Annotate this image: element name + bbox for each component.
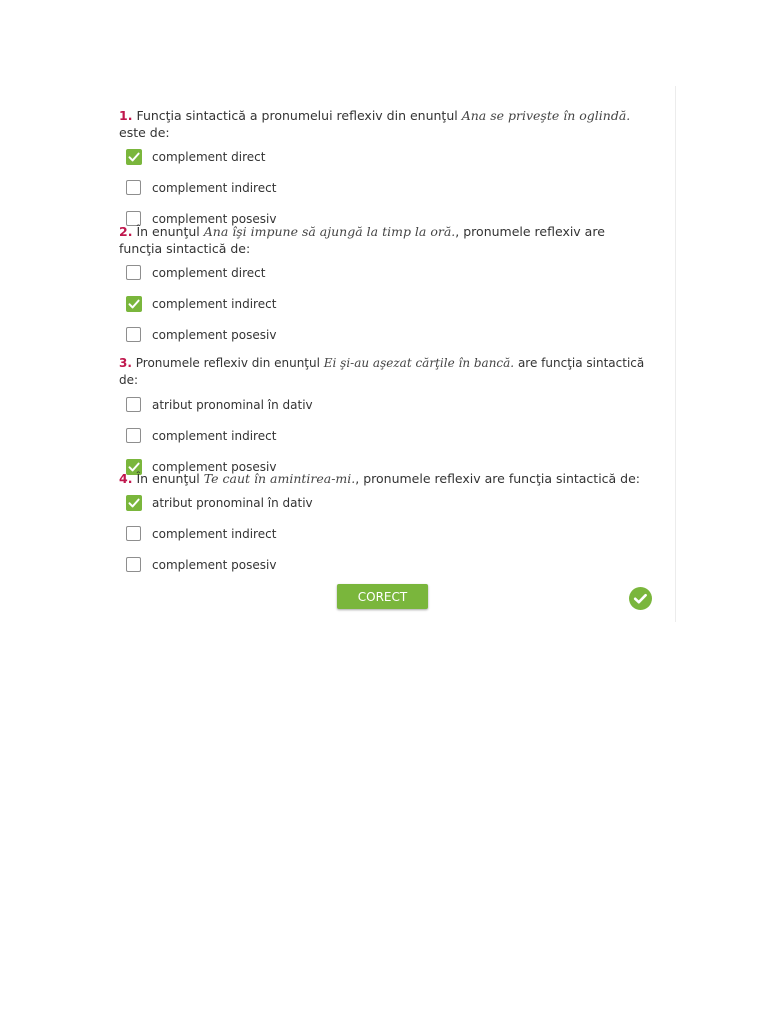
option-item[interactable] — [119, 172, 644, 203]
checkbox-icon[interactable] — [126, 327, 141, 342]
question-text-after: are funcţia sintactică de: — [119, 356, 645, 387]
question-text-before: Funcţia sintactică a pronumelui reflexiv din enunţul — [136, 108, 462, 123]
option-item[interactable] — [119, 487, 644, 518]
checkbox-icon[interactable] — [126, 397, 141, 412]
question-text — [119, 223, 619, 257]
option-label: atribut pronominal în dativ — [152, 495, 313, 510]
checkbox-icon[interactable] — [126, 526, 141, 541]
options-list — [119, 257, 619, 350]
option-label: complement posesiv — [152, 557, 277, 572]
question-number: 4. — [119, 471, 133, 486]
option-label: complement direct — [152, 265, 266, 280]
option-item[interactable] — [119, 141, 644, 172]
options-list — [119, 389, 659, 482]
question-text — [119, 107, 644, 141]
checkbox-checked-icon[interactable] — [126, 296, 142, 312]
option-label: complement indirect — [152, 180, 277, 195]
option-label: complement indirect — [152, 296, 277, 311]
option-item[interactable] — [119, 257, 619, 288]
option-label: complement indirect — [152, 526, 277, 541]
option-item[interactable] — [119, 288, 619, 319]
question-4 — [119, 470, 644, 580]
question-number: 3. — [119, 356, 132, 370]
panel-divider — [675, 86, 676, 622]
question-text — [119, 470, 644, 487]
option-item[interactable] — [119, 549, 644, 580]
question-2 — [119, 223, 619, 350]
option-item[interactable] — [119, 319, 619, 350]
check-answer-button[interactable]: CORECT — [337, 584, 428, 609]
question-3 — [119, 355, 659, 482]
option-item[interactable] — [119, 518, 644, 549]
option-label: complement posesiv — [152, 211, 277, 226]
question-text-before: În enunţul — [136, 471, 204, 486]
option-label: atribut pronominal în dativ — [152, 397, 313, 412]
question-example: Ei şi-au aşezat cărţile în bancă. — [323, 356, 515, 370]
question-1 — [119, 107, 644, 234]
checkbox-icon[interactable] — [126, 180, 141, 195]
option-item[interactable] — [119, 389, 659, 420]
option-label: complement posesiv — [152, 459, 277, 474]
question-text-after: , pronumele reflexiv are funcţia sintactică de: — [119, 224, 605, 256]
option-label: complement indirect — [152, 428, 277, 443]
option-item[interactable] — [119, 420, 659, 451]
question-text — [119, 355, 659, 389]
options-list — [119, 141, 644, 234]
question-text-after: , pronumele reflexiv are funcţia sintactică de: — [355, 471, 641, 486]
question-text-before: În enunţul — [136, 224, 204, 239]
question-example: Ana se priveşte în oglindă. — [461, 108, 631, 123]
checkbox-icon[interactable] — [126, 557, 141, 572]
question-example: Te caut în amintirea-mi. — [203, 471, 356, 486]
checkbox-icon[interactable] — [126, 428, 141, 443]
options-list — [119, 487, 644, 580]
checkbox-icon[interactable] — [126, 265, 141, 280]
check-circle-icon — [629, 587, 652, 610]
question-number: 1. — [119, 108, 133, 123]
option-label: complement direct — [152, 149, 266, 164]
checkbox-checked-icon[interactable] — [126, 149, 142, 165]
question-number: 2. — [119, 224, 133, 239]
option-label: complement posesiv — [152, 327, 277, 342]
question-text-after: este de: — [119, 125, 170, 140]
question-text-before: Pronumele reflexiv din enunţul — [135, 356, 324, 370]
checkbox-checked-icon[interactable] — [126, 495, 142, 511]
question-example: Ana îşi impune să ajungă la timp la oră. — [203, 224, 456, 239]
